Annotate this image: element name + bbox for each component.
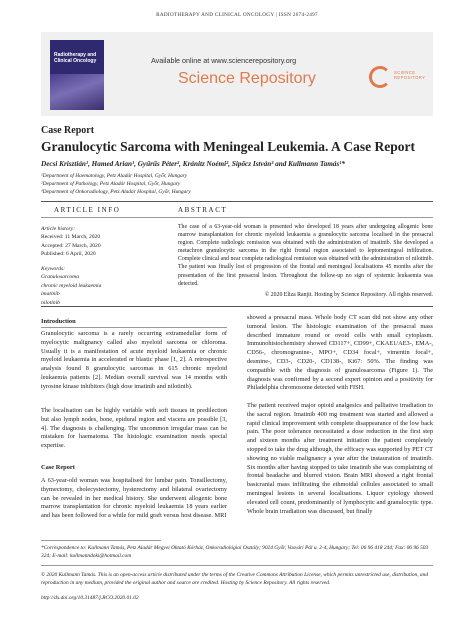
divider bbox=[41, 306, 433, 307]
introduction-heading: Introduction bbox=[41, 318, 76, 325]
journal-cover-title: Radiotherapy and Clinical Oncology bbox=[54, 52, 97, 64]
publisher-logo-text-line1: SCIENCE bbox=[394, 70, 416, 75]
article-history bbox=[41, 225, 159, 259]
article-type: Case Report bbox=[41, 125, 95, 136]
publisher-logo-icon bbox=[369, 66, 391, 88]
keywords-label: Keywords: bbox=[41, 266, 66, 272]
body-paragraph-right-1: showed a presacral mass. Whole body CT scan did not show any other tumoral lesion. The histologic examination of the presacral mass described immature round or ovoid cells with small cytoplasm. Immunohistochemistry showed CD117+, CD99+, CKAE1/AE3-, EMA-, CD56-, chromogranine-, MPO+, CD34 focal+, vimentin focal+, desmine-, CD3-, CD20-, CD138-, Ki67: 50%. The finding was compatible with the diagnosis of granulosarcoma (Figure 1). The diagnosis was confirmed by a second expert opinion and a positivity for Philadelphia chromosome detected with FISH. bbox=[247, 314, 433, 392]
introduction-paragraph-2: The localisation can be highly variable with soft tissues in predilection but also lymph nodes, bone, epidural region and viscera are possible [3, 4]. The diagnosis is challenging. The uncommon irregular mass can be mistaken for haematoma. The histologic examination needs special expertise. bbox=[41, 407, 227, 450]
keywords-block bbox=[41, 265, 101, 307]
publisher-logo-text bbox=[394, 70, 425, 80]
abstract-heading: ABSTRACT bbox=[178, 206, 228, 214]
keyword-item: chronic myeloid leukaemia bbox=[41, 282, 102, 289]
history-label: Article history: bbox=[41, 226, 76, 232]
divider bbox=[41, 217, 433, 218]
affiliation-1: ¹Department of Haematology, Petz Aladár Hospital, Győr, Hungary bbox=[41, 173, 188, 179]
doi-link[interactable]: http://dx.doi.org/10.31487/j.RCO.2020.01.02 bbox=[41, 595, 139, 601]
published-date: Published: 6 April, 2020 bbox=[41, 251, 96, 258]
keyword-item: imatinib bbox=[41, 291, 60, 298]
case-report-heading: Case Report bbox=[41, 464, 75, 471]
correspondence-footnote: *Correspondence to: Kullmann Tamás, Petz Aladár Megyei Oktató Kórház, Onkoradiológiai Osztály; 9024 Győr, Vasvári Pál u. 2-4, Hungary; Tel: 06 96 418 244; Fax: 06 96 503 324; E-mail: kullmanndoki@hotmail.com bbox=[41, 545, 429, 559]
journal-cover-artwork bbox=[50, 74, 104, 110]
abstract-text: The case of a 63-year-old woman is presented who developed 18 years after undergoing allogenic bone marrow transplantation for chronic myeloid leukaemia a granulocytic sarcoma localised in the presacral region. Complete radiologic remission was obtained with the administration of imatinib. She developed a metachron granulocytic sarcoma in the right frontal region associated to leptomeningeal infiltration. Complete clinical and near complete radiological remission was obtained with the administration of nilotinib. The patient was finally lost of progression of the frontal and meningeal localisations 45 months after the presentation of the first presacral lesion. Throughout the follow-up no sign of systemic leukaemia was detected. bbox=[178, 224, 433, 287]
publisher-name: Science Repository bbox=[178, 70, 316, 87]
journal-cover-image bbox=[50, 40, 104, 110]
case-report-paragraph-1: A 63-year-old woman was hospitalised for lumbar pain. Tonsillectomy, thymectomy, cholecystectomy, hysterectomy and bilateral ovariectomy can be revealed in her medical history. She underwent allogenic bone marrow transplantation for chronic myeloid leukaemia 18 years earlier and has been followed for a while for mild graft versus host disease. MRI bbox=[41, 477, 227, 520]
footnote-divider bbox=[41, 540, 161, 541]
publisher-logo-text-line2: REPOSITORY bbox=[394, 75, 426, 80]
available-online-link[interactable]: Available online at www.sciencerepository.org bbox=[151, 56, 297, 65]
divider bbox=[41, 327, 227, 328]
article-title: Granulocytic Sarcoma with Meningeal Leukemia. A Case Report bbox=[41, 139, 415, 154]
journal-header: RADIOTHERAPY AND CLINICAL ONCOLOGY | ISSN 2674-2497 bbox=[156, 12, 318, 18]
license-notice: © 2020 Kullmann Tamás. This is an open-access article distributed under the terms of the Creative Commons Attribution License, which permits unrestricted use, distribution, and reproduction in any medium, provided the original author and source are credited. Hosting by Science Repository. All rights reserved. bbox=[41, 572, 429, 586]
body-paragraph-right-2: The patient received major opioid analgesics and palliative irradiation to the sacral region. Imatinib 400 mg treatment was started and allowed a rapid clinical improvement with complete disappearance of the low back pain. The poor tolerance necessitated a dose reduction in the first step and sixteen months after treatment initiation the patient completely stopped to take the drug although, the efficacy was supported by PET CT showing no viable malignancy a year after the instauration of imatinib. Six months after having stopped to take imatinib she was complaining of frontal headache and blurred vision. Brain MRI showed a right frontal basicranial mass infiltrating the ethmoidal cellules associated to small meningeal lesions in several localisations. Liquor cytology showed elevated cell count, predominantly of lymphocytic and granulocytic type. Whole brain irradiation was discussed, but finally bbox=[247, 402, 433, 515]
accepted-date: Accepted: 27 March, 2020 bbox=[41, 242, 101, 249]
author-list: Decsi Krisztián¹, Hamed Arian¹, Gyűrűs Péter², Kránitz Noémi², Sipőcz István³ and Kullmann Tamás¹* bbox=[41, 160, 345, 168]
article-info-heading: ARTICLE INFO bbox=[54, 206, 121, 214]
abstract-copyright: © 2020 Eliza Ranjit. Hosting by Science Repository. All rights reserved. bbox=[264, 292, 433, 298]
affiliation-3: ³Department of Onkoradiology, Petz Aladár Hospital, Győr, Hungary bbox=[41, 189, 191, 195]
keyword-item: nilotinib bbox=[41, 299, 60, 306]
divider bbox=[41, 565, 433, 566]
divider bbox=[41, 201, 433, 202]
keyword-item: Granulosarcoma bbox=[41, 274, 80, 281]
affiliation-2: ²Department of Pathology, Petz Aladár Hospital, Győr, Hungary bbox=[41, 181, 181, 187]
received-date: Received: 11 March, 2020 bbox=[41, 234, 101, 241]
introduction-paragraph-1: Granulocytic sarcoma is a rarely occurring extramedullar form of myelocytic malignancy called also myeloid sarcoma or chloroma. Usually it is a manifestation of acute myeloid leukaemia or chronic myeloid leukaemia in accelerated or blastic phase [1, 2]. A retrospective analysis found 8 granulocytic sarcomas in 615 chronic myeloid leukaemia patients [2]. Median overall survival was 14 months with tyrosine kinase inhibitors (high dose imatinib and nilotinib). bbox=[41, 330, 227, 390]
